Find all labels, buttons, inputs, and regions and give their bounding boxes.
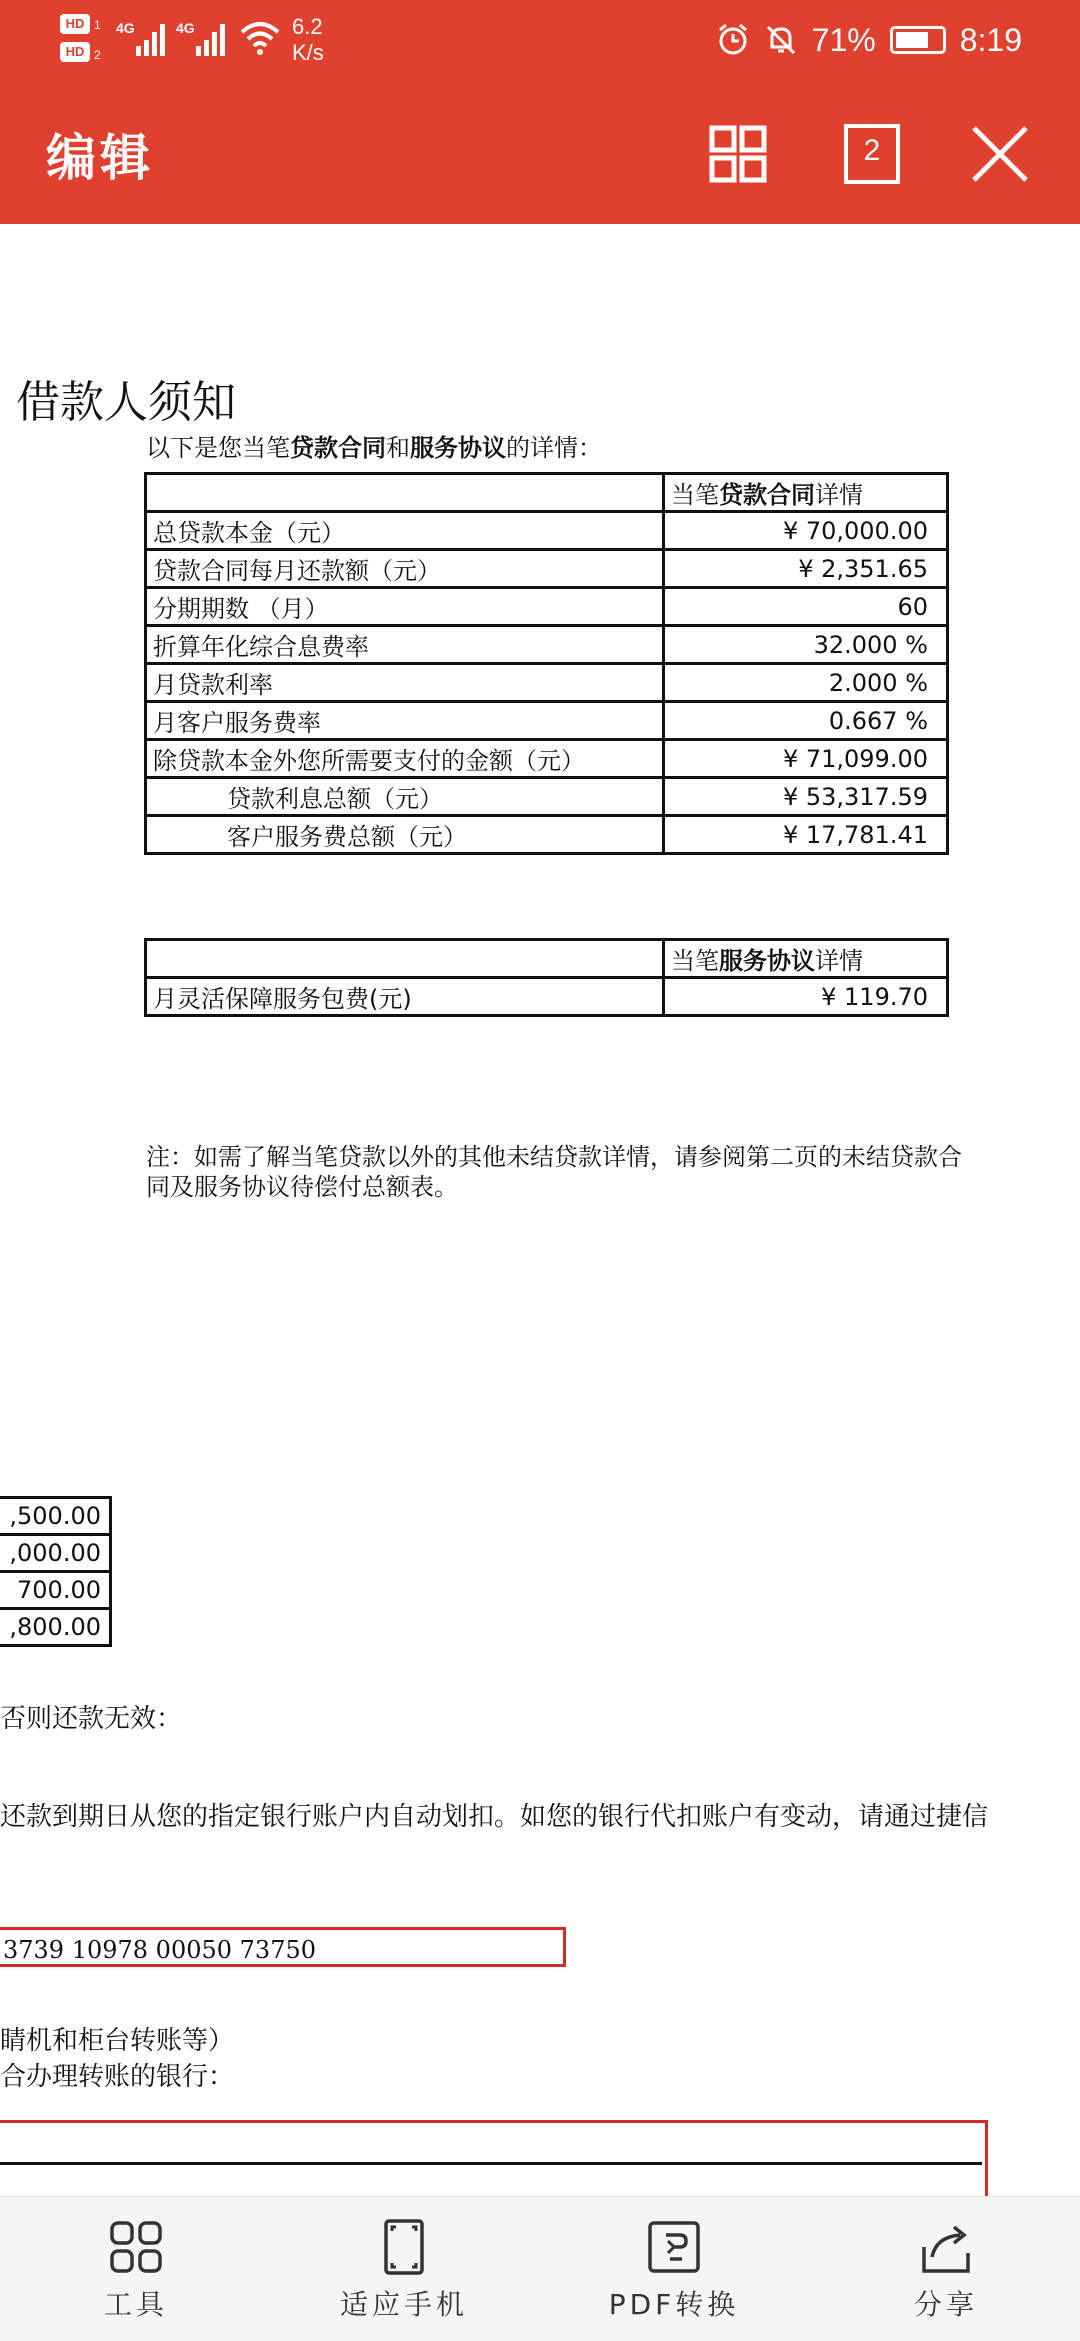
tools-label: 工具 xyxy=(103,2288,168,2321)
row-label: 折算年化综合息费率 xyxy=(146,626,664,664)
table-row xyxy=(0,1498,111,1535)
battery-percent: 71% xyxy=(811,21,876,58)
row-value: 60 xyxy=(664,588,948,626)
header-cell xyxy=(664,474,948,512)
battery-icon xyxy=(890,26,946,54)
bottom-toolbar xyxy=(0,2196,1080,2341)
row-value: ¥ 2,351.65 xyxy=(664,550,948,588)
bank-list-box xyxy=(0,2120,988,2196)
table-row xyxy=(146,550,948,588)
table-row xyxy=(146,816,948,854)
speed-unit: K/s xyxy=(292,40,324,65)
sim1-hd-badge: HD xyxy=(60,14,90,34)
row-value: ¥ 70,000.00 xyxy=(664,512,948,550)
doc-text-fragment: 睛机和柜台转账等） xyxy=(0,2026,235,2056)
account-number-box: 3739 10978 00050 73750 xyxy=(0,1927,566,1967)
top-bar xyxy=(0,0,1080,224)
sim2-hd-badge: HD xyxy=(60,42,90,62)
row-value: ,500.00 xyxy=(0,1498,111,1535)
page-count-button[interactable] xyxy=(840,122,904,186)
table-row xyxy=(146,664,948,702)
sim-indicators xyxy=(60,14,108,70)
intro-bold-2: 服务协议 xyxy=(410,434,506,462)
row-value: ¥ 119.70 xyxy=(664,978,948,1016)
row-label: 客户服务费总额（元） xyxy=(146,816,664,854)
document-page[interactable] xyxy=(0,224,1080,2196)
fit-phone-label: 适应手机 xyxy=(339,2288,468,2321)
row-label: 除贷款本金外您所需要支付的金额（元） xyxy=(146,740,664,778)
clock: 8:19 xyxy=(959,21,1022,58)
alarm-icon xyxy=(716,23,750,57)
table-row xyxy=(146,588,948,626)
header-cell xyxy=(664,940,948,978)
partial-amount-table xyxy=(0,1496,112,1647)
share-button[interactable] xyxy=(846,2217,1046,2327)
page-title: 编辑 xyxy=(46,129,154,187)
signal-bars-2-icon xyxy=(196,22,226,56)
pdf-convert-icon xyxy=(644,2217,704,2277)
row-label: 总贷款本金（元） xyxy=(146,512,664,550)
status-bar xyxy=(0,0,1080,80)
mute-bell-icon xyxy=(764,23,798,57)
pdf-convert-button[interactable] xyxy=(574,2217,774,2327)
table-row xyxy=(146,702,948,740)
loan-contract-table xyxy=(144,472,949,855)
signal-bars-1-icon xyxy=(136,22,166,56)
row-value: ,800.00 xyxy=(0,1609,111,1646)
network-speed xyxy=(292,14,324,66)
row-label: 月客户服务费率 xyxy=(146,702,664,740)
row-value: 2.000 % xyxy=(664,664,948,702)
grid-view-icon[interactable] xyxy=(706,122,770,186)
table-row xyxy=(146,512,948,550)
doc-text-fragment: 合办理转账的银行： xyxy=(0,2062,235,2092)
service-agreement-table xyxy=(144,938,949,1017)
header-bold: 贷款合同 xyxy=(719,481,815,509)
pdf-convert-label: PDF转换 xyxy=(608,2288,740,2321)
doc-text-fragment: 还款到期日从您的指定银行账户内自动划扣。如您的银行代扣账户有变动，请通过捷信 xyxy=(0,1802,989,1832)
header-bold: 服务协议 xyxy=(719,947,815,975)
doc-note: 注：如需了解当笔贷款以外的其他未结贷款详情，请参阅第二页的未结贷款合同及服务协议待偿付总额表。 xyxy=(146,1143,962,1201)
network-type-1: 4G xyxy=(116,20,135,36)
table-row xyxy=(0,1535,111,1572)
table-row xyxy=(146,778,948,816)
fit-phone-button[interactable] xyxy=(304,2217,504,2327)
sim1-index: 1 xyxy=(94,18,101,32)
intro-prefix: 以下是您当笔 xyxy=(146,434,290,462)
row-label: 分期期数 （月） xyxy=(146,588,664,626)
page-count-badge: 2 xyxy=(863,134,881,167)
row-value: 700.00 xyxy=(0,1572,111,1609)
status-right xyxy=(716,18,1022,62)
header-prefix: 当笔 xyxy=(671,481,719,509)
table-row xyxy=(0,1572,111,1609)
tools-button[interactable] xyxy=(36,2217,236,2327)
table-header-row xyxy=(146,940,948,978)
network-type-2: 4G xyxy=(176,20,195,36)
intro-bold-1: 贷款合同 xyxy=(290,434,386,462)
row-value: ¥ 53,317.59 xyxy=(664,778,948,816)
wifi-icon xyxy=(240,20,280,56)
close-icon[interactable] xyxy=(968,122,1032,186)
doc-text-fragment: 否则还款无效： xyxy=(0,1704,183,1734)
header-suffix: 详情 xyxy=(815,947,863,975)
row-label: 贷款利息总额（元） xyxy=(146,778,664,816)
table-row xyxy=(146,626,948,664)
header-empty-cell xyxy=(146,940,664,978)
share-icon xyxy=(916,2217,976,2277)
intro-mid: 和 xyxy=(386,434,410,462)
row-value: ¥ 71,099.00 xyxy=(664,740,948,778)
intro-suffix: 的详情： xyxy=(506,434,602,462)
header-suffix: 详情 xyxy=(815,481,863,509)
tools-icon xyxy=(106,2217,166,2277)
row-value: ,000.00 xyxy=(0,1535,111,1572)
row-value: 32.000 % xyxy=(664,626,948,664)
table-header-row xyxy=(146,474,948,512)
header-empty-cell xyxy=(146,474,664,512)
doc-title: 借款人须知 xyxy=(16,377,236,428)
doc-intro xyxy=(146,428,602,463)
fit-screen-icon xyxy=(374,2217,434,2277)
row-value: ¥ 17,781.41 xyxy=(664,816,948,854)
share-label: 分享 xyxy=(913,2288,978,2321)
row-value: 0.667 % xyxy=(664,702,948,740)
table-row xyxy=(146,740,948,778)
row-label: 月贷款利率 xyxy=(146,664,664,702)
row-label: 贷款合同每月还款额（元） xyxy=(146,550,664,588)
divider xyxy=(0,2162,982,2165)
table-row xyxy=(0,1609,111,1646)
sim2-index: 2 xyxy=(94,48,101,62)
header-prefix: 当笔 xyxy=(671,947,719,975)
speed-value: 6.2 xyxy=(292,14,323,39)
row-label: 月灵活保障服务包费(元) xyxy=(146,978,664,1016)
table-row xyxy=(146,978,948,1016)
